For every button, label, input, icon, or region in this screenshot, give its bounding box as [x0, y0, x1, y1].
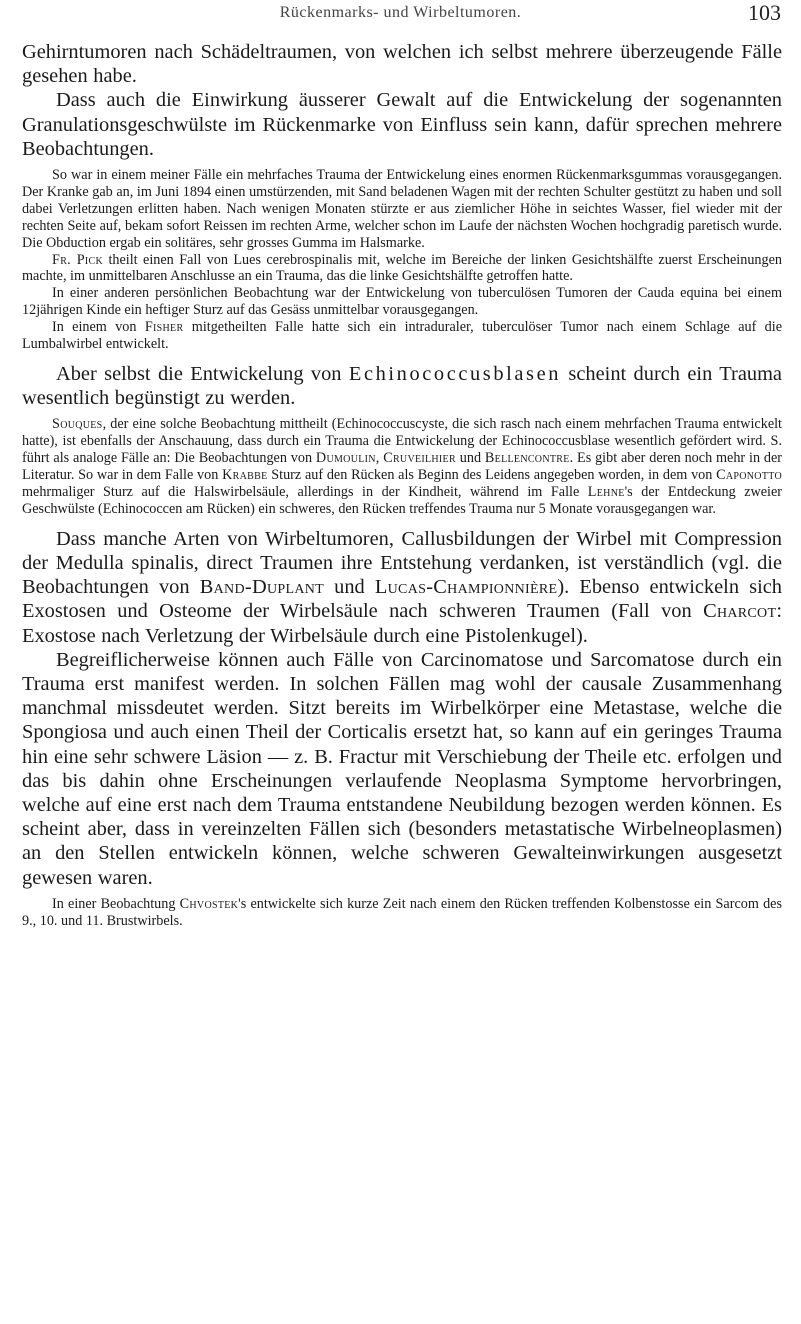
author-name: Krabbe — [222, 467, 268, 484]
author-name: Cruveilhier — [383, 450, 456, 467]
paragraph-granulation: Dass auch die Einwirkung äusserer Gewalt auf die Entwickelung der sogenannten Granulationsgeschwülste im Rückenmarke von Einfluss sein kann, dafür sprechen mehrere Beobachtungen. — [22, 89, 782, 160]
author-name: Lehne — [587, 484, 625, 501]
author-name: Chvostek — [179, 895, 239, 912]
case-note-fisher: In einem von Fisher mitgetheilten Falle hatte sich ein intraduraler, tuberculöser Tumor nach einem Schlage auf die Lumbalwirbel entwickelt. — [22, 319, 783, 353]
page-number: 103 — [748, 0, 781, 25]
case-note-souques: Souques, der eine solche Beobachtung mittheilt (Echinococcuscyste, die sich rasch nach einem mehrfachen Trauma entwickelt hatte), ist ebenfalls der Anschauung, dass durch ein Trauma die Entwickelung der Echinococcusblase wesentlich gefördert wird. S. führt als analoge Fälle an: Die Beobachtungen von Dumoulin, Cruveilhier und Bellencontre. Es gibt aber deren noch mehr in der Literatur. So war in dem Falle von Krabbe Sturz auf den Rücken als Beginn des Leidens angegeben worden, in dem von Caponotto mehrmaliger Sturz auf die Halswirbelsäule, allerdings in der Kindheit, während im Falle Lehne's der Entdeckung zweier Geschwülste (Echinococcen am Rücken) ein schweres, den Rücken treffendes Trauma nur 5 Monate vorausgegangen war. — [22, 416, 783, 517]
paragraph-wirbeltumoren: Dass manche Arten von Wirbeltumoren, Callusbildungen der Wirbel mit Compression der Medulla spinalis, direct Traumen ihre Entstehung verdanken, ist verständlich (vgl. die Beobachtungen von Band-Duplant und Lucas-Championnière). Ebenso entwickeln sich Exostosen und Osteome der Wirbelsäule nach schweren Traumen (Fall von Charcot: Exostose nach Verletzung der Wirbelsäule durch eine Pistolenkugel). — [22, 527, 783, 647]
page-body — [22, 40, 782, 930]
author-name: Fisher — [144, 319, 184, 336]
paragraph-continuation: Gehirntumoren nach Schädeltraumen, von welchen ich selbst mehrere überzeugende Fälle gesehen habe. — [22, 41, 782, 88]
author-name: Charcot — [703, 600, 777, 623]
author-name: Dumoulin — [315, 450, 376, 467]
case-note-pick — [22, 252, 782, 286]
page-header — [0, 2, 801, 28]
author-name: Lucas-Championnière — [374, 576, 558, 599]
running-head: Rückenmarks- und Wirbeltumoren. — [279, 4, 522, 21]
case-note-chvostek: In einer Beobachtung Chvostek's entwickelte sich kurze Zeit nach einem den Rücken treffenden Kolbenstosse ein Sarcom des 9., 10. und 11. Brustwirbels. — [22, 895, 782, 929]
author-name: Caponotto — [716, 467, 782, 484]
case-note-cauda-equina: In einer anderen persönlichen Beobachtung war der Entwickelung von tuberculösen Tumoren der Cauda equina bei einem 12jährigen Kinde ein heftiger Sturz auf das Gesäss unmittelbar vorausgegangen. — [22, 285, 782, 319]
author-name: Souques — [52, 416, 103, 433]
paragraph-echinococcus: Aber selbst die Entwickelung von Echinococcusblasen scheint durch ein Trauma wesentlich begünstigt zu werden. — [22, 362, 782, 410]
paragraph-carcinomatose: Begreiflicherweise können auch Fälle von Carcinomatose und Sarcomatose durch ein Trauma erst manifest werden. In solchen Fällen mag wohl der causale Zusammenhang manchmal missdeutet werden. Sitzt bereits im Wirbelkörper eine Metastase, welche die Spongiosa und auch einen Theil der Corticalis ersetzt hat, so kann auf ein geringes Trauma hin eine sehr schwere Läsion — z. B. Fractur mit Verschiebung der Theile etc. erfolgen und das bis dahin ohne Erscheinungen verlaufende Neoplasma Symptome hervorbringen, welche auf eine erst nach dem Trauma entstandene Neubildung bezogen werden können. Es scheint aber, dass in vereinzelten Fällen sich (besonders metastatische Wirbelneoplasmen) an den Stellen entwickeln können, welche schweren Gewalteinwirkungen ausgesetzt gewesen waren. — [22, 648, 782, 889]
spaced-term: Echinococcusblasen — [348, 362, 562, 385]
author-name: Band-Duplant — [199, 576, 324, 599]
author-name: Bellencontre — [484, 450, 570, 467]
case-note-gumma: So war in einem meiner Fälle ein mehrfaches Trauma der Entwickelung eines enormen Rückenmarksgummas vorausgegangen. Der Kranke gab an, im Juni 1894 einen umstürzenden, mit Sand beladenen Wagen mit der rechten Schulter gestützt zu haben und soll dabei Verletzungen erlitten haben. Nach wenigen Monaten stürzte er aus ziemlicher Höhe in seichtes Wasser, fiel wieder mit der rechten Seite auf, bekam sofort Reissen im rechten Arme, welcher schon im Laufe der nächsten Wochen hochgradig paretisch wurde. Die Obduction ergab ein solitäres, sehr grosses Gumma im Halsmarke. — [22, 167, 782, 251]
case-note-text: theilt einen Fall von Lues cerebrospinalis mit, welche im Bereiche der linken Gesichtshälfte zuerst Erscheinungen machte, im unmittelbaren Anschlusse an ein Trauma, das die linke Gesichtshälfte getroffen hatte. — [22, 251, 782, 285]
author-name: Fr. Pick — [52, 251, 104, 268]
